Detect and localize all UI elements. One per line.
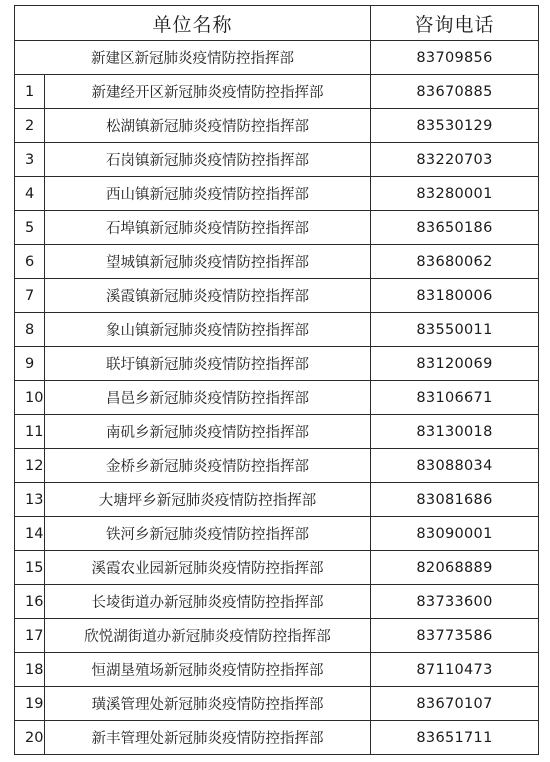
table-row	[15, 211, 539, 245]
table-row	[15, 483, 539, 517]
table-row	[15, 75, 539, 109]
row-unit-name: 望城镇新冠肺炎疫情防控指挥部	[45, 245, 371, 279]
row-phone: 83220703	[371, 143, 539, 177]
row-phone: 83733600	[371, 585, 539, 619]
row-unit-name: 大塘坪乡新冠肺炎疫情防控指挥部	[45, 483, 371, 517]
table-row	[15, 347, 539, 381]
table-row	[15, 449, 539, 483]
row-number: 7	[15, 279, 45, 313]
row-unit-name: 联圩镇新冠肺炎疫情防控指挥部	[45, 347, 371, 381]
row-phone: 83670107	[371, 687, 539, 721]
row-unit-name: 石岗镇新冠肺炎疫情防控指挥部	[45, 143, 371, 177]
row-number: 3	[15, 143, 45, 177]
table-row	[15, 415, 539, 449]
row-unit-name: 恒湖垦殖场新冠肺炎疫情防控指挥部	[45, 653, 371, 687]
row-unit-name: 新建经开区新冠肺炎疫情防控指挥部	[45, 75, 371, 109]
row-unit-name: 西山镇新冠肺炎疫情防控指挥部	[45, 177, 371, 211]
table-row	[15, 653, 539, 687]
table-row	[15, 177, 539, 211]
row-phone: 83106671	[371, 381, 539, 415]
row-number: 4	[15, 177, 45, 211]
row-unit-name: 象山镇新冠肺炎疫情防控指挥部	[45, 313, 371, 347]
row-number: 8	[15, 313, 45, 347]
row-phone: 83081686	[371, 483, 539, 517]
table-row	[15, 585, 539, 619]
row-number: 11	[15, 415, 45, 449]
contact-table	[14, 5, 539, 755]
row-number: 13	[15, 483, 45, 517]
row-number: 1	[15, 75, 45, 109]
row-number: 20	[15, 721, 45, 755]
row-unit-name: 铁河乡新冠肺炎疫情防控指挥部	[45, 517, 371, 551]
table-row	[15, 619, 539, 653]
row-unit-name: 长堎街道办新冠肺炎疫情防控指挥部	[45, 585, 371, 619]
row-number: 5	[15, 211, 45, 245]
table-row	[15, 551, 539, 585]
main-row	[15, 41, 539, 75]
row-number: 10	[15, 381, 45, 415]
row-unit-name: 溪霞农业园新冠肺炎疫情防控指挥部	[45, 551, 371, 585]
row-unit-name: 金桥乡新冠肺炎疫情防控指挥部	[45, 449, 371, 483]
row-unit-name: 欣悦湖街道办新冠肺炎疫情防控指挥部	[45, 619, 371, 653]
table-row	[15, 721, 539, 755]
table-row	[15, 517, 539, 551]
row-unit-name: 新丰管理处新冠肺炎疫情防控指挥部	[45, 721, 371, 755]
row-unit-name: 昌邑乡新冠肺炎疫情防控指挥部	[45, 381, 371, 415]
table-row	[15, 313, 539, 347]
row-phone: 83550011	[371, 313, 539, 347]
row-unit-name: 松湖镇新冠肺炎疫情防控指挥部	[45, 109, 371, 143]
header-unit-name: 单位名称	[15, 6, 371, 41]
row-phone: 83130018	[371, 415, 539, 449]
row-phone: 82068889	[371, 551, 539, 585]
row-number: 19	[15, 687, 45, 721]
row-phone: 83650186	[371, 211, 539, 245]
row-phone: 83180006	[371, 279, 539, 313]
row-number: 15	[15, 551, 45, 585]
table-row	[15, 687, 539, 721]
row-phone: 83680062	[371, 245, 539, 279]
row-phone: 83120069	[371, 347, 539, 381]
row-phone: 83773586	[371, 619, 539, 653]
row-number: 17	[15, 619, 45, 653]
main-unit-phone: 83709856	[371, 41, 539, 75]
row-unit-name: 南矶乡新冠肺炎疫情防控指挥部	[45, 415, 371, 449]
row-phone: 87110473	[371, 653, 539, 687]
table-row	[15, 279, 539, 313]
row-phone: 83670885	[371, 75, 539, 109]
row-number: 9	[15, 347, 45, 381]
row-phone: 83651711	[371, 721, 539, 755]
row-number: 18	[15, 653, 45, 687]
table-row	[15, 381, 539, 415]
row-phone: 83530129	[371, 109, 539, 143]
row-unit-name: 璜溪管理处新冠肺炎疫情防控指挥部	[45, 687, 371, 721]
table-row	[15, 143, 539, 177]
table-row	[15, 245, 539, 279]
row-phone: 83280001	[371, 177, 539, 211]
main-unit-name: 新建区新冠肺炎疫情防控指挥部	[15, 41, 371, 75]
table-row	[15, 109, 539, 143]
row-unit-name: 溪霞镇新冠肺炎疫情防控指挥部	[45, 279, 371, 313]
row-number: 16	[15, 585, 45, 619]
table-header-row	[15, 6, 539, 41]
row-unit-name: 石埠镇新冠肺炎疫情防控指挥部	[45, 211, 371, 245]
header-phone: 咨询电话	[371, 6, 539, 41]
row-number: 14	[15, 517, 45, 551]
row-number: 6	[15, 245, 45, 279]
row-number: 2	[15, 109, 45, 143]
row-phone: 83088034	[371, 449, 539, 483]
row-number: 12	[15, 449, 45, 483]
row-phone: 83090001	[371, 517, 539, 551]
